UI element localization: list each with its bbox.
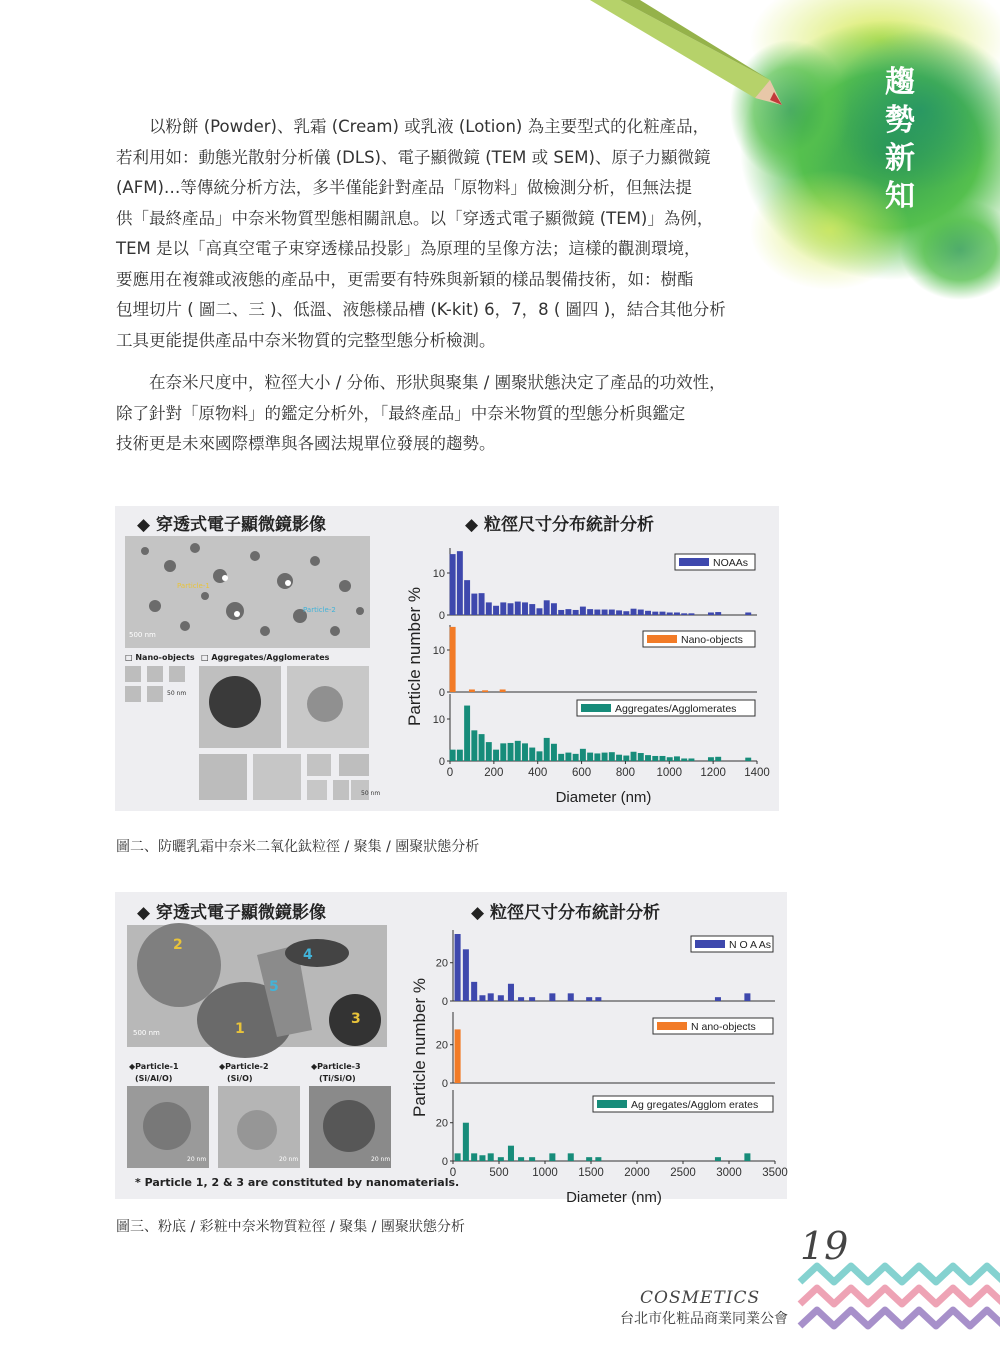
bar	[681, 613, 687, 615]
bar	[652, 756, 658, 761]
particle-2-name: ◆Particle-2	[219, 1062, 269, 1071]
tem-particle-images	[127, 1086, 392, 1170]
bar	[602, 753, 608, 761]
bar	[455, 1153, 461, 1161]
bar	[715, 1157, 721, 1161]
bar	[471, 730, 477, 761]
x-tick-label: 3000	[716, 1167, 742, 1179]
bar	[469, 689, 475, 692]
bar	[518, 1157, 524, 1161]
bar	[708, 757, 714, 761]
bar	[498, 995, 504, 1001]
x-tick-label: 1400	[744, 767, 770, 779]
paragraph-line: 包埋切片 ( 圖二、三 )、低溫、液態樣品槽 (K-kit) 6，7，8 ( 圖四 )，結合其他分析	[116, 300, 726, 319]
bar	[457, 551, 463, 615]
bar	[518, 997, 524, 1001]
particle-number-label: 2	[173, 937, 183, 953]
paragraph-line: 除了針對「原物料」的鑑定分析外，「最終產品」中奈米物質的型態分析與鑑定	[116, 403, 686, 423]
bar	[744, 1153, 750, 1161]
bar	[744, 993, 750, 1001]
figure-2-caption: 圖二、防曬乳霜中奈米二氧化鈦粒徑 / 聚集 / 團聚狀態分析	[116, 839, 480, 855]
bar	[595, 1157, 601, 1161]
y-tick-label: 10	[432, 568, 445, 580]
bar	[464, 706, 470, 761]
bar	[479, 1155, 485, 1161]
bar	[595, 997, 601, 1001]
paragraph-line: 以粉餅 (Powder)、乳霜 (Cream) 或乳液 (Lotion) 為主要型式的化粧產品，	[116, 117, 710, 136]
bar	[498, 1157, 504, 1161]
bar	[688, 758, 694, 761]
particle-2-label: Particle-2	[303, 606, 336, 614]
legend-swatch	[647, 635, 677, 643]
bar	[455, 1029, 461, 1083]
bar	[660, 756, 666, 761]
bar	[500, 602, 506, 615]
bar	[488, 993, 494, 1001]
legend-swatch	[657, 1022, 687, 1030]
bar	[537, 608, 543, 615]
paragraph-2	[116, 368, 752, 460]
bar	[537, 751, 543, 761]
bar	[645, 755, 651, 761]
y-tick-label: 20	[435, 1039, 448, 1052]
bar	[479, 734, 485, 761]
bar	[464, 580, 470, 615]
particle-1-label: Particle-1	[177, 582, 210, 590]
x-tick-label: 1000	[532, 1167, 558, 1179]
bar	[463, 949, 469, 1001]
bar	[688, 613, 694, 615]
bar	[573, 754, 579, 761]
bar	[500, 743, 506, 761]
bar	[508, 1146, 514, 1161]
page-number: 19	[800, 1224, 849, 1268]
bar	[609, 610, 615, 615]
bar	[450, 750, 456, 761]
x-tick-label: 500	[489, 1167, 509, 1179]
bar	[551, 744, 557, 761]
x-axis-label: Diameter (nm)	[555, 789, 652, 806]
tem-heading: ◆ 穿透式電子顯微鏡影像	[137, 903, 326, 923]
bar	[609, 752, 615, 761]
bar	[586, 1157, 592, 1161]
figure-3-caption: 圖三、粉底 / 彩粧中奈米物質粒徑 / 聚集 / 團聚狀態分析	[116, 1219, 465, 1235]
particle-number-label: 4	[303, 947, 313, 963]
bar	[529, 748, 535, 761]
bar	[500, 689, 506, 692]
scale-bar-label: 500 nm	[129, 631, 156, 639]
bar	[515, 741, 521, 761]
bar	[529, 997, 535, 1001]
bar	[544, 600, 550, 615]
legend-swatch	[597, 1100, 627, 1108]
scale-bar-label: 500 nm	[133, 1029, 160, 1037]
bar	[623, 756, 629, 761]
bar	[660, 612, 666, 615]
x-tick-label: 800	[615, 767, 636, 779]
paragraph-line: (AFM)…等傳統分析方法，多半僅能針對產品「原物料」做檢測分析，但無法提	[116, 178, 692, 197]
bar	[594, 610, 600, 615]
tem-main-image	[125, 536, 370, 648]
bar	[450, 627, 456, 692]
bar	[549, 1153, 555, 1161]
bar	[616, 610, 622, 615]
bar	[745, 758, 751, 761]
y-tick-label: 0	[438, 687, 445, 699]
bar	[565, 753, 571, 761]
bar	[558, 754, 564, 761]
bar	[549, 993, 555, 1001]
bar	[708, 612, 714, 615]
bar	[674, 612, 680, 615]
bar	[594, 753, 600, 761]
particle-3-composition: (Ti/Si/O)	[319, 1074, 356, 1083]
x-tick-label: 3500	[762, 1167, 788, 1179]
y-tick-label: 20	[435, 957, 448, 970]
bar	[508, 603, 514, 615]
x-axis-label: Diameter (nm)	[566, 1189, 662, 1206]
y-tick-label: 10	[432, 714, 445, 726]
bar	[645, 611, 651, 615]
stats-heading: ◆ 粒徑尺寸分布統計分析	[465, 515, 654, 535]
legend-label: NOAAs	[713, 557, 749, 569]
bar	[631, 609, 637, 615]
legend-label: Ag gregates/Agglom erates	[631, 1099, 759, 1111]
bar	[457, 750, 463, 761]
bar	[529, 1157, 535, 1161]
bar	[493, 606, 499, 615]
x-tick-label: 2500	[670, 1167, 696, 1179]
bar	[479, 593, 485, 615]
bar	[573, 610, 579, 615]
bar	[508, 743, 514, 761]
scale-bar-label: 20 nm	[187, 1156, 207, 1163]
y-tick-label: 0	[438, 610, 445, 622]
y-tick-label: 0	[441, 996, 448, 1008]
legend-label: N ano-objects	[691, 1021, 756, 1033]
x-tick-label: 1200	[700, 767, 726, 779]
tem-small-images	[125, 664, 370, 804]
paragraph-line: TEM 是以「高真空電子束穿透樣品投影」為原理的呈像方法；這樣的觀測環境，	[116, 239, 701, 258]
bar	[715, 612, 721, 615]
bar	[715, 997, 721, 1001]
tem-main-image	[127, 925, 387, 1047]
scale-bar-label: 20 nm	[279, 1156, 299, 1163]
bar	[551, 603, 557, 615]
bar	[471, 982, 477, 1001]
bar	[479, 995, 485, 1001]
y-tick-label: 0	[441, 1156, 448, 1168]
bar	[486, 602, 492, 615]
legend-label: Nano-objects	[681, 634, 743, 646]
bar	[580, 749, 586, 761]
bar	[674, 756, 680, 761]
y-tick-label: 0	[441, 1078, 448, 1090]
scale-bar-label: 20 nm	[371, 1156, 391, 1163]
bar	[522, 743, 528, 761]
bar	[623, 611, 629, 615]
legend-label: Aggregates/Agglomerates	[615, 703, 737, 715]
particle-size-chart-fig3	[405, 924, 788, 1206]
y-tick-label: 20	[435, 1117, 448, 1130]
bar	[616, 755, 622, 761]
bar	[493, 750, 499, 761]
paragraph-line: 要應用在複雜或液態的產品中，更需要有特殊與新穎的樣品製備技術，如：樹酯	[116, 269, 694, 289]
y-axis-label: Particle number %	[410, 978, 429, 1117]
bar	[587, 609, 593, 615]
particle-1-name: ◆Particle-1	[129, 1062, 179, 1071]
bar	[681, 758, 687, 761]
x-tick-label: 1000	[656, 767, 683, 779]
bar	[631, 752, 637, 761]
legend-swatch	[679, 558, 709, 566]
x-tick-label: 0	[446, 767, 454, 779]
legend-label: N O A As	[729, 939, 772, 951]
bar	[522, 602, 528, 615]
nano-objects-legend: □ Nano-objects	[125, 653, 195, 662]
scale-bar-label: 50 nm	[167, 690, 187, 697]
legend-swatch	[695, 940, 725, 948]
bar	[565, 609, 571, 615]
y-tick-label: 0	[438, 756, 445, 768]
scale-bar-label: 50 nm	[361, 790, 381, 797]
particle-1-composition: (Si/Al/O)	[135, 1074, 173, 1083]
particle-size-chart-fig2	[400, 540, 775, 808]
particle-number-label: 1	[235, 1021, 245, 1037]
particle-3-name: ◆Particle-3	[311, 1062, 361, 1071]
y-axis-label: Particle number %	[405, 587, 424, 726]
particle-number-label: 5	[269, 979, 279, 995]
bar	[488, 1153, 494, 1161]
x-tick-label: 200	[484, 767, 504, 779]
bar	[587, 753, 593, 761]
zigzag-decoration	[800, 1262, 1000, 1342]
bar	[568, 993, 574, 1001]
figure-3	[115, 892, 788, 1206]
x-tick-label: 2000	[624, 1167, 650, 1179]
bar	[508, 984, 514, 1001]
tem-footnote: * Particle 1, 2 & 3 are constituted by nanomaterials.	[135, 1176, 460, 1189]
legend-swatch	[581, 704, 611, 712]
bar	[667, 757, 673, 761]
y-tick-label: 10	[432, 645, 445, 657]
x-tick-label: 400	[528, 767, 548, 779]
x-tick-label: 0	[449, 1167, 457, 1179]
paragraph-line: 在奈米尺度中，粒徑大小 / 分佈、形狀與聚集 / 團聚狀態決定了產品的功效性，	[116, 373, 726, 392]
paragraph-1	[116, 112, 752, 356]
stats-heading: ◆ 粒徑尺寸分布統計分析	[471, 903, 660, 923]
bar	[652, 612, 658, 615]
organization-name: 台北市化粧品商業同業公會	[620, 1311, 788, 1327]
bar	[602, 610, 608, 615]
bar	[586, 997, 592, 1001]
bar	[529, 604, 535, 615]
bar	[482, 690, 488, 692]
bar	[745, 612, 751, 615]
bar	[450, 554, 456, 615]
bar	[515, 602, 521, 615]
section-label: 趨勢新知	[885, 65, 915, 214]
paragraph-line: 工具更能提供產品中奈米物質的完整型態分析檢測。	[116, 330, 496, 350]
x-tick-label: 1500	[578, 1167, 604, 1179]
bar	[568, 1153, 574, 1161]
bar	[471, 1153, 477, 1161]
bar	[638, 610, 644, 615]
figure-2	[115, 506, 779, 811]
x-tick-label: 600	[571, 767, 592, 779]
bar	[455, 934, 461, 1001]
bar	[715, 757, 721, 761]
paragraph-line: 技術更是未來國際標準與各國法規單位發展的趨勢。	[116, 434, 496, 453]
magazine-brand: COSMETICS	[640, 1288, 761, 1308]
bar	[471, 594, 477, 615]
bar	[667, 612, 673, 615]
paragraph-line: 若利用如：動態光散射分析儀 (DLS)、電子顯微鏡 (TEM 或 SEM)、原子力顯微鏡	[116, 147, 711, 167]
tem-heading: ◆ 穿透式電子顯微鏡影像	[137, 515, 326, 535]
particle-number-label: 3	[351, 1011, 361, 1027]
aggregates-legend: □ Aggregates/Agglomerates	[201, 653, 330, 662]
bar	[486, 742, 492, 761]
particle-2-composition: (Si/O)	[227, 1074, 253, 1083]
bar	[544, 738, 550, 761]
bar	[580, 607, 586, 615]
bar	[558, 610, 564, 615]
bar	[463, 1123, 469, 1161]
paragraph-line: 供「最終產品」中奈米物質型態相關訊息。以「穿透式電子顯微鏡 (TEM)」為例，	[116, 208, 714, 228]
bar	[638, 753, 644, 761]
